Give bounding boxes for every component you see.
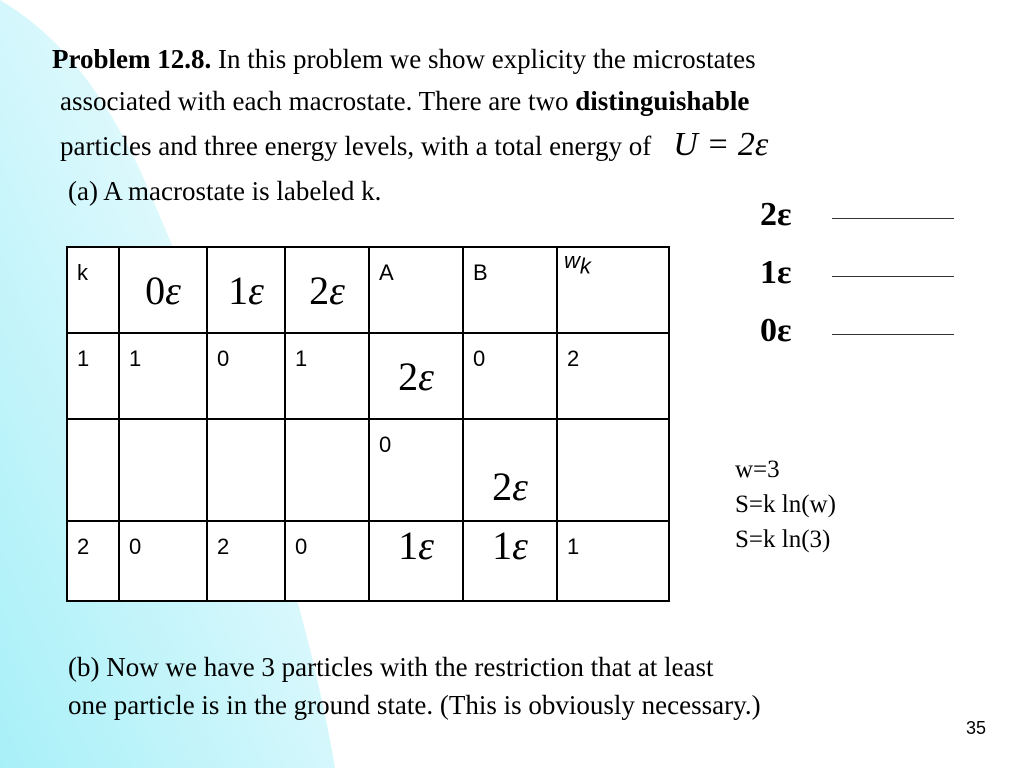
page-number: 35	[966, 718, 987, 738]
microstate-table	[66, 246, 670, 602]
header-particle-a: A	[369, 247, 463, 333]
cell-n0	[119, 419, 207, 521]
table-row	[67, 333, 669, 419]
part-a-text: (a) A macrostate is labeled k.	[68, 176, 382, 206]
part-b-text	[68, 648, 761, 724]
cell-n2: 0	[285, 521, 369, 601]
energy-level-diagram	[760, 196, 960, 370]
level-line	[832, 276, 954, 277]
table-header-row	[67, 247, 669, 333]
level-line	[832, 334, 954, 335]
intro-line1: In this problem we show explicity the microstates	[211, 44, 756, 74]
cell-weight	[557, 419, 669, 521]
energy-level	[760, 254, 960, 312]
cell-n1: 0	[207, 333, 285, 419]
cell-n0: 0	[119, 521, 207, 601]
header-particle-b: B	[463, 247, 557, 333]
header-k: k	[67, 247, 119, 333]
cell-n0: 1	[119, 333, 207, 419]
total-energy-equation: U = 2ε	[673, 126, 769, 163]
cell-weight: 1	[557, 521, 669, 601]
table-row	[67, 419, 669, 521]
part-b-line: one particle is in the ground state. (This is obviously necessary.)	[68, 690, 761, 720]
intro-line3: particles and three energy levels, with a total energy of	[60, 131, 652, 161]
cell-particle-a: 0	[369, 419, 463, 521]
cell-k: 1	[67, 333, 119, 419]
cell-n2	[285, 419, 369, 521]
energy-level	[760, 312, 960, 370]
distinguishable-word: distinguishable	[575, 86, 750, 116]
microstate-table-wrapper	[66, 246, 670, 602]
table-row	[67, 521, 669, 601]
header-level-2: 2ε	[285, 247, 369, 333]
part-b-line: (b) Now we have 3 particles with the restriction that at least	[68, 652, 714, 682]
header-level-0: 0ε	[119, 247, 207, 333]
cell-particle-b: 2ε	[463, 419, 557, 521]
entropy-notes	[735, 452, 836, 557]
cell-n1: 2	[207, 521, 285, 601]
problem-title: Problem 12.8.	[52, 44, 212, 74]
level-label: 0ε	[760, 312, 792, 349]
energy-level	[760, 196, 960, 254]
cell-particle-a: 1ε	[369, 521, 463, 601]
weight-total: w=3	[735, 456, 780, 483]
cell-weight: 2	[557, 333, 669, 419]
cell-n2: 1	[285, 333, 369, 419]
cell-k: 2	[67, 521, 119, 601]
level-line	[832, 218, 954, 219]
cell-particle-b: 0	[463, 333, 557, 419]
header-level-1: 1ε	[207, 247, 285, 333]
header-weight: $w_k$	[557, 247, 669, 333]
cell-particle-a: 2ε	[369, 333, 463, 419]
entropy-result: S=k ln(3)	[735, 526, 831, 553]
cell-k	[67, 419, 119, 521]
entropy-formula: S=k ln(w)	[735, 491, 836, 518]
cell-n1	[207, 419, 285, 521]
level-label: 1ε	[760, 254, 792, 291]
problem-intro	[52, 38, 972, 167]
level-label: 2ε	[760, 196, 792, 233]
intro-line2: associated with each macrostate. There are two	[60, 86, 576, 116]
cell-particle-b: 1ε	[463, 521, 557, 601]
